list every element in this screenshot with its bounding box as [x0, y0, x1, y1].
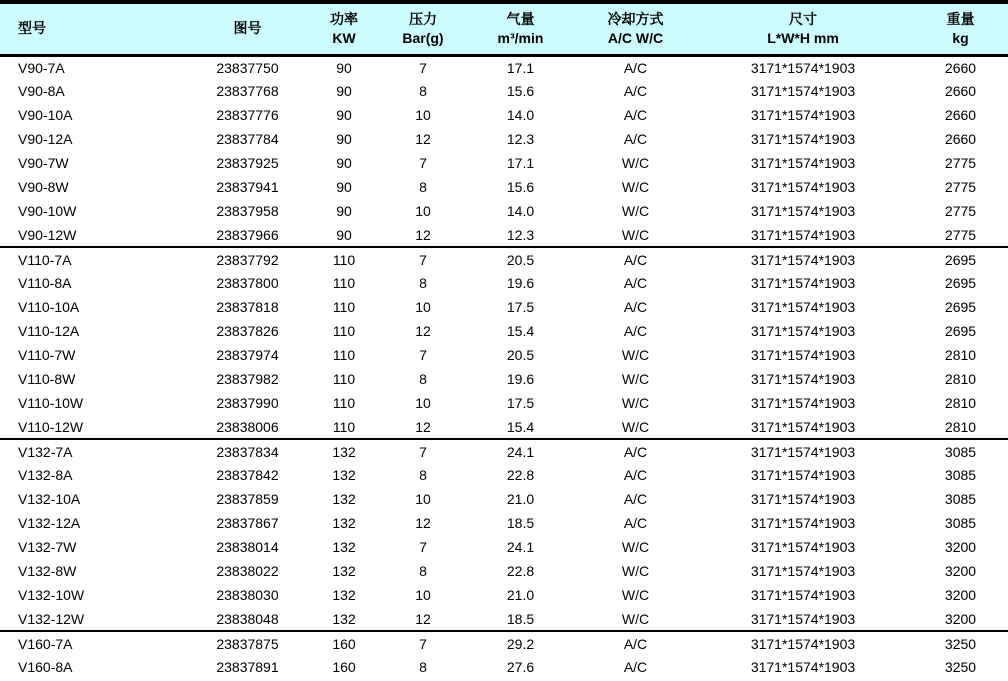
cell-cooling: A/C	[623, 107, 648, 123]
cell-weight: 3250	[944, 659, 977, 675]
cell-size: 3171*1574*1903	[750, 659, 856, 675]
cell-pressure: 12	[415, 515, 431, 531]
cell-size: 3171*1574*1903	[750, 539, 856, 555]
cell-cooling: A/C	[623, 659, 648, 675]
cell-cooling: W/C	[621, 347, 650, 363]
cell-airflow: 15.4	[506, 418, 535, 435]
cell-power: 132	[332, 587, 356, 603]
cell-model: V90-7A	[18, 59, 65, 76]
table-row	[0, 103, 1008, 127]
cell-airflow: 22.8	[506, 467, 535, 483]
cell-cooling: A/C	[623, 83, 648, 99]
cell-figure: 23838030	[216, 587, 279, 603]
cell-model: V90-12W	[18, 226, 77, 243]
cell-size: 3171*1574*1903	[750, 418, 856, 435]
cell-airflow: 17.5	[506, 395, 535, 411]
cell-airflow: 15.4	[506, 323, 535, 339]
cell-cooling: W/C	[621, 418, 650, 435]
table-row	[0, 439, 1008, 463]
cell-cooling: W/C	[621, 539, 650, 555]
cell-airflow: 17.1	[506, 155, 535, 171]
cell-weight: 2695	[944, 323, 977, 339]
cell-figure: 23837974	[216, 347, 279, 363]
table-row	[0, 367, 1008, 391]
cell-weight: 3200	[944, 539, 977, 555]
cell-model: V110-7W	[18, 347, 76, 363]
cell-cooling: W/C	[621, 610, 650, 627]
cell-size: 3171*1574*1903	[750, 395, 856, 411]
cell-pressure: 10	[415, 299, 431, 315]
cell-weight: 2810	[944, 418, 977, 435]
cell-weight: 2810	[944, 347, 977, 363]
table-row	[0, 127, 1008, 151]
cell-model: V90-12A	[18, 131, 73, 147]
cell-size: 3171*1574*1903	[750, 131, 856, 147]
cell-model: V110-8A	[18, 275, 72, 291]
table-row	[0, 391, 1008, 415]
cell-power: 132	[332, 539, 356, 555]
cell-model: V90-8A	[18, 83, 65, 99]
cell-size: 3171*1574*1903	[750, 107, 856, 123]
cell-airflow: 14.0	[506, 203, 535, 219]
cell-model: V160-7A	[0, 631, 190, 655]
cell-airflow: 14.0	[506, 107, 535, 123]
cell-weight: 2775	[944, 203, 977, 219]
cell-cooling: W/C	[621, 203, 650, 219]
cell-figure: 23837925	[216, 155, 279, 171]
cell-size: 3171*1574*1903	[750, 587, 856, 603]
cell-figure: 23838006	[216, 418, 279, 435]
cell-power: 90	[336, 226, 352, 243]
cell-size: 3171*1574*1903	[750, 467, 856, 483]
cell-cooling: A/C	[623, 59, 648, 76]
cell-weight: 3250	[913, 631, 1008, 655]
cell-power: 132	[332, 491, 356, 507]
column-header-pressure: 压力 Bar(g)	[383, 2, 463, 55]
cell-cooling: A/C	[623, 491, 648, 507]
cell-weight: 3200	[944, 563, 977, 579]
cell-power: 132	[332, 610, 356, 627]
cell-cooling: A/C	[578, 439, 693, 463]
table-row	[0, 655, 1008, 679]
cell-size: 3171*1574*1903	[750, 515, 856, 531]
cell-model: V90-7W	[18, 155, 69, 171]
cell-airflow: 15.6	[506, 179, 535, 195]
cell-airflow: 29.2	[463, 631, 578, 655]
cell-pressure: 12	[415, 418, 431, 435]
cell-model: V110-7A	[0, 247, 190, 271]
cell-pressure: 8	[419, 371, 427, 387]
table-header	[0, 2, 1008, 55]
table-row	[0, 319, 1008, 343]
cell-power: 160	[305, 631, 383, 655]
column-header-figure: 图号	[190, 2, 305, 55]
cell-figure: 23837750	[216, 59, 279, 76]
cell-pressure: 10	[415, 491, 431, 507]
cell-airflow: 18.5	[506, 610, 535, 627]
cell-figure: 23837834	[190, 439, 305, 463]
cell-pressure: 8	[419, 563, 427, 579]
column-header-size: 尺寸 L*W*H mm	[693, 2, 913, 55]
table-row	[0, 295, 1008, 319]
cell-model: V132-10A	[18, 491, 81, 507]
cell-figure: 23837784	[216, 131, 279, 147]
cell-cooling: W/C	[621, 155, 650, 171]
cell-model: V132-10W	[18, 587, 85, 603]
cell-model: V132-12W	[18, 610, 85, 627]
column-header-weight: 重量 kg	[913, 2, 1008, 55]
cell-model: V110-8W	[18, 371, 76, 387]
cell-size: 3171*1574*1903	[750, 179, 856, 195]
table-row	[0, 55, 1008, 79]
cell-airflow: 24.1	[506, 539, 535, 555]
cell-pressure: 7	[383, 439, 463, 463]
cell-power: 90	[336, 83, 352, 99]
cell-figure: 23837800	[216, 275, 279, 291]
cell-pressure: 12	[415, 323, 431, 339]
cell-airflow: 12.3	[506, 131, 535, 147]
cell-figure: 23837966	[216, 226, 279, 243]
cell-weight: 3085	[944, 515, 977, 531]
cell-pressure: 7	[419, 155, 427, 171]
cell-figure: 23837891	[216, 659, 279, 675]
cell-weight: 2660	[944, 59, 977, 76]
cell-airflow: 21.0	[506, 587, 535, 603]
cell-figure: 23837768	[216, 83, 279, 99]
cell-pressure: 10	[415, 203, 431, 219]
cell-weight: 2695	[944, 299, 977, 315]
cell-power: 90	[336, 131, 352, 147]
cell-pressure: 12	[415, 131, 431, 147]
cell-model: V90-10W	[18, 203, 77, 219]
cell-power: 132	[332, 563, 356, 579]
cell-model: V160-8A	[18, 659, 73, 675]
table-row	[0, 151, 1008, 175]
cell-figure: 23838022	[216, 563, 279, 579]
cell-size: 3171*1574*1903	[750, 299, 856, 315]
cell-pressure: 7	[383, 247, 463, 271]
cell-figure: 23837826	[216, 323, 279, 339]
table-body	[0, 55, 1008, 679]
cell-size: 3171*1574*1903	[750, 203, 856, 219]
cell-pressure: 8	[419, 179, 427, 195]
cell-airflow: 20.5	[463, 247, 578, 271]
cell-power: 110	[332, 275, 356, 291]
cell-figure: 23837941	[216, 179, 279, 195]
cell-model: V110-12W	[18, 418, 84, 435]
cell-model: V110-10A	[18, 299, 80, 315]
cell-weight: 2695	[913, 247, 1008, 271]
table-row	[0, 343, 1008, 367]
cell-weight: 2810	[944, 395, 977, 411]
cell-power: 90	[336, 179, 352, 195]
cell-size: 3171*1574*1903	[750, 155, 856, 171]
cell-airflow: 17.5	[506, 299, 535, 315]
cell-power: 110	[332, 395, 356, 411]
cell-cooling: A/C	[623, 323, 648, 339]
cell-figure: 23837982	[216, 371, 279, 387]
cell-pressure: 10	[415, 587, 431, 603]
cell-model: V132-12A	[18, 515, 81, 531]
table-row	[0, 175, 1008, 199]
cell-airflow: 24.1	[463, 439, 578, 463]
table-row	[0, 511, 1008, 535]
cell-cooling: W/C	[621, 587, 650, 603]
column-header-model: 型号	[0, 2, 190, 55]
cell-pressure: 8	[419, 467, 427, 483]
cell-size: 3171*1574*1903	[750, 83, 856, 99]
cell-airflow: 27.6	[506, 659, 535, 675]
cell-cooling: W/C	[621, 226, 650, 243]
cell-pressure: 8	[419, 83, 427, 99]
cell-weight: 3200	[944, 610, 977, 627]
table-row	[0, 415, 1008, 439]
cell-power: 110	[332, 323, 356, 339]
cell-figure: 23837867	[216, 515, 279, 531]
cell-airflow: 19.6	[506, 275, 535, 291]
cell-power: 132	[332, 467, 356, 483]
cell-cooling: A/C	[578, 247, 693, 271]
cell-model: V132-7A	[0, 439, 190, 463]
cell-cooling: W/C	[621, 179, 650, 195]
cell-power: 110	[332, 299, 356, 315]
cell-model: V90-10A	[18, 107, 73, 123]
cell-figure: 23837776	[216, 107, 279, 123]
column-header-power: 功率 KW	[305, 2, 383, 55]
cell-model: V110-10W	[18, 395, 84, 411]
cell-figure: 23837875	[190, 631, 305, 655]
cell-power: 160	[332, 659, 356, 675]
cell-size: 3171*1574*1903	[750, 323, 856, 339]
cell-pressure: 12	[415, 610, 431, 627]
cell-cooling: W/C	[621, 371, 650, 387]
cell-power: 90	[336, 203, 352, 219]
cell-figure: 23838014	[216, 539, 279, 555]
cell-pressure: 12	[415, 226, 431, 243]
cell-airflow: 19.6	[506, 371, 535, 387]
cell-size: 3171*1574*1903	[750, 275, 856, 291]
cell-figure: 23837859	[216, 491, 279, 507]
cell-weight: 3200	[944, 587, 977, 603]
cell-power: 90	[336, 107, 352, 123]
cell-power: 110	[332, 371, 356, 387]
cell-power: 110	[305, 247, 383, 271]
cell-pressure: 10	[415, 395, 431, 411]
cell-size: 3171*1574*1903	[693, 439, 913, 463]
cell-size: 3171*1574*1903	[750, 226, 856, 243]
table-row	[0, 463, 1008, 487]
cell-airflow: 22.8	[506, 563, 535, 579]
cell-model: V132-7W	[18, 539, 77, 555]
cell-cooling: A/C	[623, 131, 648, 147]
cell-power: 110	[332, 418, 356, 435]
cell-size: 3171*1574*1903	[750, 371, 856, 387]
cell-size: 3171*1574*1903	[693, 247, 913, 271]
cell-weight: 3085	[944, 491, 977, 507]
cell-power: 90	[336, 155, 352, 171]
cell-cooling: A/C	[623, 515, 648, 531]
cell-cooling: A/C	[623, 299, 648, 315]
cell-pressure: 10	[415, 107, 431, 123]
cell-weight: 2660	[944, 131, 977, 147]
table-row	[0, 559, 1008, 583]
cell-size: 3171*1574*1903	[750, 59, 856, 76]
cell-size: 3171*1574*1903	[750, 563, 856, 579]
table-row	[0, 223, 1008, 247]
table-row	[0, 535, 1008, 559]
cell-airflow: 18.5	[506, 515, 535, 531]
table-row	[0, 631, 1008, 655]
cell-airflow: 12.3	[506, 226, 535, 243]
header-row	[0, 2, 1008, 55]
table-row	[0, 199, 1008, 223]
cell-cooling: W/C	[621, 563, 650, 579]
cell-airflow: 20.5	[506, 347, 535, 363]
cell-figure: 23837958	[216, 203, 279, 219]
cell-figure: 23838048	[216, 610, 279, 627]
cell-pressure: 8	[419, 275, 427, 291]
cell-pressure: 7	[419, 59, 427, 76]
table-row	[0, 79, 1008, 103]
cell-figure: 23837818	[216, 299, 279, 315]
cell-figure: 23837990	[216, 395, 279, 411]
column-header-cooling: 冷却方式 A/C W/C	[578, 2, 693, 55]
cell-weight: 2660	[944, 83, 977, 99]
cell-size: 3171*1574*1903	[693, 631, 913, 655]
cell-power: 110	[332, 347, 356, 363]
cell-airflow: 17.1	[506, 59, 535, 76]
cell-airflow: 15.6	[506, 83, 535, 99]
cell-cooling: A/C	[623, 275, 648, 291]
cell-power: 132	[305, 439, 383, 463]
cell-figure: 23837792	[190, 247, 305, 271]
cell-model: V90-8W	[18, 179, 69, 195]
cell-cooling: W/C	[621, 395, 650, 411]
cell-size: 3171*1574*1903	[750, 610, 856, 627]
table-row	[0, 607, 1008, 631]
cell-figure: 23837842	[216, 467, 279, 483]
cell-weight: 2775	[944, 226, 977, 243]
cell-power: 132	[332, 515, 356, 531]
cell-model: V110-12A	[18, 323, 80, 339]
cell-weight: 3085	[944, 467, 977, 483]
cell-weight: 2695	[944, 275, 977, 291]
cell-cooling: A/C	[623, 467, 648, 483]
cell-weight: 3085	[913, 439, 1008, 463]
cell-airflow: 21.0	[506, 491, 535, 507]
table-row	[0, 247, 1008, 271]
cell-power: 90	[336, 59, 352, 76]
cell-size: 3171*1574*1903	[750, 491, 856, 507]
column-header-airflow: 气量 m³/min	[463, 2, 578, 55]
cell-weight: 2775	[944, 155, 977, 171]
cell-pressure: 8	[419, 659, 427, 675]
cell-pressure: 7	[419, 347, 427, 363]
cell-weight: 2810	[944, 371, 977, 387]
cell-pressure: 7	[383, 631, 463, 655]
cell-pressure: 7	[419, 539, 427, 555]
cell-size: 3171*1574*1903	[750, 347, 856, 363]
cell-model: V132-8W	[18, 563, 77, 579]
cell-weight: 2775	[944, 179, 977, 195]
cell-weight: 2660	[944, 107, 977, 123]
cell-cooling: A/C	[578, 631, 693, 655]
table-row	[0, 487, 1008, 511]
cell-model: V132-8A	[18, 467, 73, 483]
table-row	[0, 271, 1008, 295]
table-row	[0, 583, 1008, 607]
